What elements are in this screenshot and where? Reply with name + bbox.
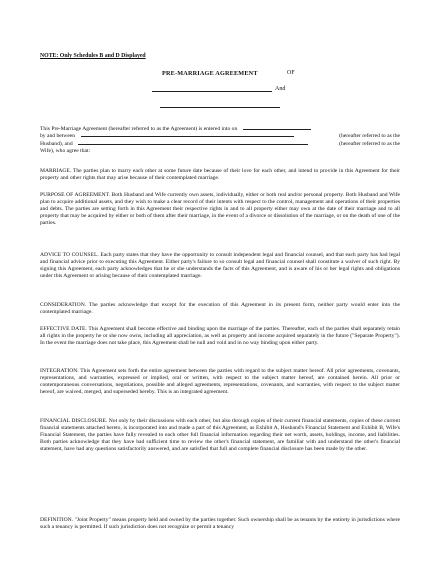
party-two-blank[interactable] — [160, 107, 280, 108]
date-blank[interactable] — [243, 129, 311, 130]
section-heading: CONSIDERATION. — [40, 302, 87, 308]
section-marriage — [40, 168, 400, 182]
section-heading: DEFINITION. — [40, 517, 74, 523]
intro-line-4: Wife), who agree that: — [40, 148, 91, 155]
schedules-note: NOTE: Only Schedules B and D Displayed — [40, 53, 146, 59]
party-one-blank[interactable] — [152, 91, 272, 92]
intro-line-1: This Pre-Marriage Agreement (hereafter referred to as the Agreement) is entered into on — [40, 126, 238, 132]
section-consideration — [40, 302, 400, 316]
intro-line-2: by and between — [40, 133, 76, 140]
section-advice — [40, 252, 400, 280]
agreement-title: PRE-MARRIAGE AGREEMENT — [162, 70, 258, 77]
section-financial-disclosure — [40, 418, 400, 453]
intro-paragraph — [40, 126, 400, 156]
of-label: OF — [287, 70, 295, 76]
section-body: The parties acknowledge that except for the execution of this Agreement in its present form, neither party would enter into the contemplated marriage. — [40, 302, 400, 316]
section-body: "Joint Property" means property held and owned by the parties together. Such ownership shall be as tenants by the entirety in jurisdictions where such a tenancy is permitted. If such jurisdiction does not recognize or permit a tenancy — [40, 517, 400, 531]
section-purpose — [40, 192, 400, 227]
section-body: Both Husband and Wife currently own assets, individually, either or both real and/or personal property. Both Husband and Wife plan to acquire additional assets, and they wish to make a clear record of their intents with respect to the control, management and operations of their properties and debts. The parties are setting forth in this Agreement their respective rights in and to all property either may own at the date of their marriage and to all property that may be acquired by either or both of them after their marriage, in the event of a divorce or dissolution of the marriage, or on the death of one of the parties. — [40, 192, 400, 227]
section-heading: EFFECTIVE DATE. — [40, 326, 87, 332]
section-heading: FINANCIAL DISCLOSURE. — [40, 418, 108, 424]
section-body: Not only by their discussions with each other, but also through copies of their current financial statements, copies of these current financial statements attached hereto, is incorporated into and made a part of this Agreement, as Exhibit A, Husband's Financial Statement and Exhibit B, Wife's Financial Statement, the parties have fully revealed to each other full financial information regarding their net worth, assets, holdings, income, and liabilities. Both parties acknowledge that they have had sufficient time to review the other's financial statement, are familiar with and understand the other's financial statement, have had any questions satisfactorily answered, and are satisfied that full and complete financial disclosure has been made by the other. — [40, 418, 400, 453]
section-body: This Agreement shall become effective and binding upon the marriage of the parties. Thereafter, each of the parties shall separately retain all rights in the property he or she now owns, including all appreciation, as well as property and income acquired separately in the future ("Separate Property"). In the event the marriage does not take place, this Agreement shall be null and void and in no way binding upon either party. — [40, 326, 400, 347]
section-heading: MARRIAGE. — [40, 168, 72, 174]
section-integration — [40, 368, 400, 396]
wife-name-blank[interactable] — [78, 144, 308, 145]
intro-line-2-tail: (hereafter referred to as the — [339, 133, 400, 140]
section-effective-date — [40, 326, 400, 347]
section-heading: ADVICE TO COUNSEL. — [40, 252, 99, 258]
intro-line-3-tail: (hereafter referred to as the — [339, 140, 400, 147]
section-heading: INTEGRATION. — [40, 368, 79, 374]
and-label: And — [275, 86, 286, 92]
husband-name-blank[interactable] — [81, 136, 294, 137]
intro-line-3: Husband), and — [40, 140, 73, 147]
section-heading: PURPOSE OF AGREEMENT. — [40, 192, 110, 198]
section-body: The parties plan to marry each other at some future date because of their love for each other, and intend to provide in this Agreement for their property and other rights that may arise because of their contemplated marriage. — [40, 168, 400, 182]
section-body: Each party states that they have the opportunity to consult independent legal and financial counsel, and that each party has had legal and financial advice prior to executing this Agreement. Either party's failure to so consult legal and financial counsel shall constitute a waiver of such right. By signing this Agreement, each party acknowledges that he or she understands the facts of this Agreement, and is aware of his or her legal rights and obligations under this Agreement or arising because of their contemplated marriage. — [40, 252, 401, 280]
section-body: This Agreement sets forth the entire agreement between the parties with regard to the subject matter hereof. All prior agreements, covenants, representations, and warranties, expressed or implied, oral or written, with respect to the subject matter hereof, are contained herein. All prior or contemporaneous conversations, negotiations, possible and alleged agreements, representations, covenants, and warranties, with respect to the subject matter hereof, are waived, merged, and superseded hereby. This is an integrated agreement. — [40, 368, 400, 396]
section-definition — [40, 517, 400, 531]
